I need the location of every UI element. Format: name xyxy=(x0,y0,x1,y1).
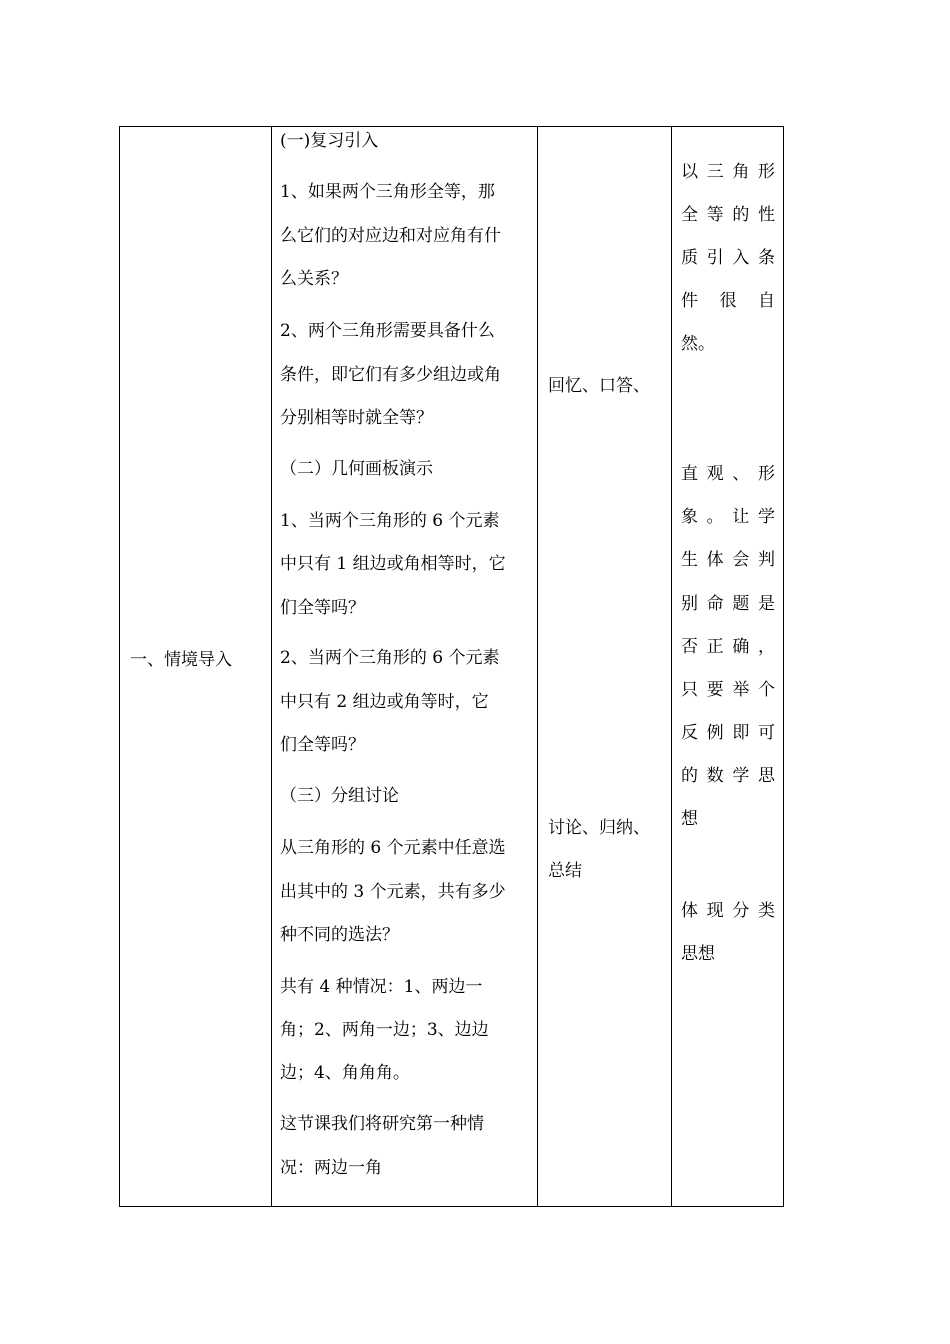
intent-2-text-4: 别 命 题 是 xyxy=(681,594,775,614)
column-divider-1 xyxy=(271,127,272,1206)
demo-question-2-line-3: 们全等吗？ xyxy=(280,735,365,755)
column-divider-3 xyxy=(671,127,672,1206)
intent-2-line-4 xyxy=(681,583,777,626)
discussion-question-line-3: 种不同的选法？ xyxy=(280,925,399,945)
intent-1-text-3: 质 引 入 条 xyxy=(681,248,775,268)
intent-3-line-1 xyxy=(681,890,777,933)
intent-2-text-2: 象 。 让 学 xyxy=(681,507,775,527)
review-question-2-line-2: 条件，即它们有多少组边或角 xyxy=(280,365,501,385)
discussion-question-line-1: 从三角形的 6 个元素中任意选 xyxy=(280,838,506,858)
intent-1-text-4: 件 很 自 xyxy=(681,291,775,311)
activity-recall: 回忆、口答、 xyxy=(548,376,650,396)
review-question-1-line-2: 么它们的对应边和对应角有什 xyxy=(280,226,501,246)
demo-question-2-line-2: 中只有 2 组边或角等时，它 xyxy=(280,692,489,712)
intent-2-text-7: 反 例 即 可 xyxy=(681,723,775,743)
stage-label: 一、情境导入 xyxy=(130,650,232,670)
intent-1-text-1: 以 三 角 形 xyxy=(681,162,775,182)
intent-2-line-8 xyxy=(681,755,777,798)
discussion-conclusion-line-2: 况：两边一角 xyxy=(280,1158,382,1178)
intent-2-line-2 xyxy=(681,496,777,539)
intent-2-text-3: 生 体 会 判 xyxy=(681,550,775,570)
intent-2-line-9: 想 xyxy=(681,809,698,829)
discussion-question-line-2: 出其中的 3 个元素，共有多少 xyxy=(280,882,506,902)
intent-2-text-6: 只 要 举 个 xyxy=(681,680,775,700)
lesson-plan-table xyxy=(119,126,784,1207)
review-question-2-line-3: 分别相等时就全等？ xyxy=(280,408,433,428)
activity-discuss-line-2: 总结 xyxy=(548,861,582,881)
intent-2-line-3 xyxy=(681,539,777,582)
intent-1-line-5: 然。 xyxy=(681,334,715,354)
intent-3-line-2: 思想 xyxy=(681,944,715,964)
demo-question-1-line-1: 1、当两个三角形的 6 个元素 xyxy=(280,511,500,531)
review-question-1-line-1: 1、如果两个三角形全等，那 xyxy=(280,182,495,202)
section-review-title: (一)复习引入 xyxy=(280,131,379,151)
review-question-2-line-1: 2、两个三角形需要具备什么 xyxy=(280,321,495,341)
discussion-answer-line-2: 角；2、两角一边；3、边边 xyxy=(280,1020,489,1040)
intent-2-text-8: 的 数 学 思 xyxy=(681,766,775,786)
intent-1-line-2 xyxy=(681,194,777,237)
discussion-answer-line-1: 共有 4 种情况：1、两边一 xyxy=(280,977,483,997)
activity-discuss-line-1: 讨论、归纳、 xyxy=(548,818,650,838)
review-question-1-line-3: 么关系？ xyxy=(280,269,348,289)
demo-question-1-line-3: 们全等吗？ xyxy=(280,598,365,618)
intent-2-line-7 xyxy=(681,712,777,755)
section-discussion-title: （三）分组讨论 xyxy=(280,786,399,806)
demo-question-1-line-2: 中只有 1 组边或角相等时，它 xyxy=(280,554,506,574)
demo-question-2-line-1: 2、当两个三角形的 6 个元素 xyxy=(280,648,500,668)
intent-3-text-1: 体 现 分 类 xyxy=(681,901,775,921)
intent-2-line-5 xyxy=(681,626,777,669)
intent-2-line-6 xyxy=(681,669,777,712)
intent-1-line-4 xyxy=(681,280,777,323)
intent-2-text-1: 直 观 、 形 xyxy=(681,464,775,484)
intent-1-text-2: 全 等 的 性 xyxy=(681,205,775,225)
intent-1-line-3 xyxy=(681,237,777,280)
intent-2-text-5: 否 正 确 ， xyxy=(681,637,775,657)
intent-1-line-1 xyxy=(681,151,777,194)
discussion-answer-line-3: 边；4、角角角。 xyxy=(280,1063,410,1083)
section-demo-title: （二）几何画板演示 xyxy=(280,459,433,479)
intent-2-line-1 xyxy=(681,453,777,496)
discussion-conclusion-line-1: 这节课我们将研究第一种情 xyxy=(280,1114,484,1134)
